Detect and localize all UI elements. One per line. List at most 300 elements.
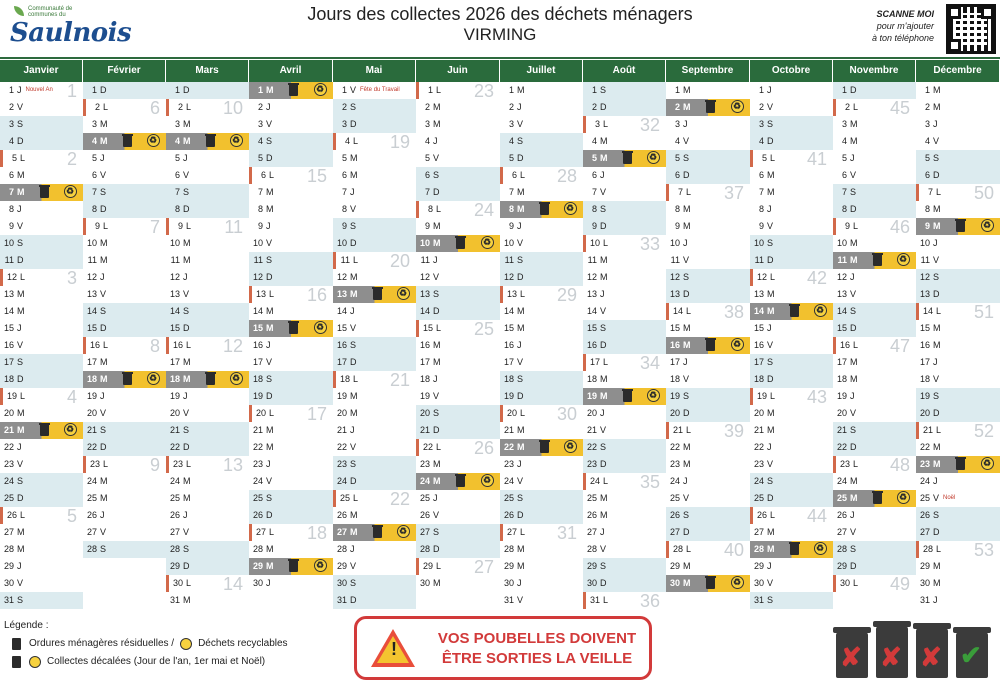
day-number: 6 xyxy=(674,170,680,180)
recycle-bag-icon xyxy=(564,202,577,215)
month-column xyxy=(249,60,333,611)
day-number: 29 xyxy=(336,561,347,571)
day-cell xyxy=(416,150,500,167)
day-cell xyxy=(249,456,333,473)
weekday-letter: V xyxy=(933,136,940,146)
weekday-letter: M xyxy=(266,85,274,95)
day-cell xyxy=(166,456,249,473)
day-number: 6 xyxy=(174,170,180,180)
day-cell xyxy=(500,133,583,150)
day-cell xyxy=(249,150,333,167)
day-number: 21 xyxy=(169,425,180,435)
recycle-bag-icon xyxy=(814,304,827,317)
weekday-letter: M xyxy=(350,289,358,299)
day-number: 12 xyxy=(586,272,597,282)
weekday-letter: S xyxy=(933,272,940,282)
day-cell xyxy=(833,405,916,422)
day-number: 21 xyxy=(586,425,597,435)
day-number: 13 xyxy=(506,289,517,299)
day-number: 22 xyxy=(836,442,847,452)
day-number: 31 xyxy=(336,595,347,605)
day-number: 8 xyxy=(508,204,514,214)
day-number: 8 xyxy=(591,204,597,214)
weekday-letter: D xyxy=(517,391,524,401)
weekday-letter: D xyxy=(850,561,857,571)
trash-bin-icon xyxy=(289,84,298,96)
day-cell xyxy=(500,201,583,218)
weekday-letter: J xyxy=(683,476,688,486)
day-cell xyxy=(333,507,416,524)
weekday-letter: M xyxy=(683,85,691,95)
day-cell xyxy=(249,269,333,286)
weekday-letter: M xyxy=(350,170,358,180)
day-number: 1 xyxy=(591,85,597,95)
day-number: 15 xyxy=(3,323,14,333)
weekday-letter: M xyxy=(350,272,358,282)
day-number: 18 xyxy=(503,374,514,384)
day-cell xyxy=(750,235,833,252)
day-cell xyxy=(750,524,833,541)
weekday-letter: S xyxy=(350,459,357,469)
weekday-letter: L xyxy=(269,170,275,180)
day-number: 18 xyxy=(339,374,350,384)
weekday-letter: J xyxy=(850,153,855,163)
day-cell xyxy=(916,184,1000,201)
day-number: 27 xyxy=(86,527,97,537)
weekday-letter: J xyxy=(183,391,188,401)
recycle-bag-icon xyxy=(814,542,827,555)
day-number: 1 xyxy=(91,85,97,95)
weekday-letter: J xyxy=(600,170,605,180)
week-number: 52 xyxy=(973,422,994,439)
day-cell xyxy=(0,218,83,235)
weekday-letter: V xyxy=(683,374,690,384)
day-number: 25 xyxy=(503,493,514,503)
day-number: 7 xyxy=(257,187,263,197)
weekday-letter: M xyxy=(933,561,941,571)
day-cell xyxy=(83,507,166,524)
week-number: 10 xyxy=(222,99,243,116)
weekday-letter: V xyxy=(266,119,273,129)
day-cell xyxy=(750,473,833,490)
day-cell xyxy=(416,133,500,150)
day-cell xyxy=(416,303,500,320)
day-number: 31 xyxy=(919,595,930,605)
weekday-letter: V xyxy=(517,476,524,486)
weekday-letter: M xyxy=(683,459,691,469)
weekday-letter: S xyxy=(850,544,857,554)
day-cell xyxy=(666,439,750,456)
weekday-letter: L xyxy=(436,204,442,214)
weekday-letter: D xyxy=(183,204,190,214)
day-cell xyxy=(333,320,416,337)
day-cell xyxy=(83,82,166,99)
weekday-letter: D xyxy=(850,204,857,214)
day-cell xyxy=(166,473,249,490)
bins-illustration xyxy=(822,612,994,682)
day-number: 27 xyxy=(169,527,180,537)
day-number: 5 xyxy=(761,153,767,163)
day-cell xyxy=(750,150,833,167)
day-cell xyxy=(0,82,83,99)
legend-decalees: Collectes décalées (Jour de l'an, 1er mai et Noël) xyxy=(47,656,266,667)
day-number: 13 xyxy=(169,289,180,299)
day-number: 13 xyxy=(336,289,347,299)
day-cell xyxy=(833,252,916,269)
day-cell xyxy=(916,133,1000,150)
day-cell xyxy=(500,82,583,99)
day-cell xyxy=(83,405,166,422)
day-number: 4 xyxy=(674,136,680,146)
day-cell xyxy=(500,575,583,592)
day-number: 8 xyxy=(674,204,680,214)
weekday-letter: M xyxy=(183,255,191,265)
day-cell xyxy=(0,303,83,320)
weekday-letter: L xyxy=(853,340,859,350)
day-number: 8 xyxy=(841,204,847,214)
day-number: 26 xyxy=(919,510,930,520)
weekday-letter: L xyxy=(20,272,26,282)
divider xyxy=(0,57,1000,59)
day-cell xyxy=(166,354,249,371)
day-cell xyxy=(416,575,500,592)
day-cell xyxy=(0,235,83,252)
weekday-letter: M xyxy=(933,221,941,231)
weekday-letter: S xyxy=(350,102,357,112)
day-cell xyxy=(0,592,83,609)
day-cell xyxy=(583,252,666,269)
day-number: 2 xyxy=(508,102,514,112)
day-cell xyxy=(666,575,750,592)
day-number: 11 xyxy=(4,255,14,265)
day-number: 2 xyxy=(844,102,850,112)
day-cell xyxy=(500,116,583,133)
weekday-letter: S xyxy=(683,510,690,520)
day-cell xyxy=(249,252,333,269)
day-cell xyxy=(750,405,833,422)
weekday-letter: D xyxy=(100,323,107,333)
day-cell xyxy=(0,371,83,388)
day-cell xyxy=(750,201,833,218)
qr-corner xyxy=(948,39,961,52)
day-number: 1 xyxy=(8,85,14,95)
weekday-letter: J xyxy=(683,119,688,129)
day-number: 1 xyxy=(924,85,930,95)
weekday-letter: S xyxy=(683,391,690,401)
qr-code[interactable] xyxy=(946,4,996,54)
month-header: Novembre xyxy=(833,60,916,82)
day-cell xyxy=(333,575,416,592)
day-cell xyxy=(416,507,500,524)
day-number: 28 xyxy=(586,544,597,554)
weekday-letter: M xyxy=(100,119,108,129)
month-column xyxy=(0,60,83,611)
weekday-letter: S xyxy=(183,425,190,435)
day-cell xyxy=(166,235,249,252)
day-cell xyxy=(333,388,416,405)
day-number: 12 xyxy=(919,272,930,282)
week-number: 7 xyxy=(149,218,160,235)
day-number: 30 xyxy=(172,578,183,588)
recycle-bag-icon xyxy=(981,219,994,232)
day-cell xyxy=(333,82,416,99)
day-number: 11 xyxy=(587,255,597,265)
day-number: 21 xyxy=(503,425,514,435)
day-cell xyxy=(500,388,583,405)
weekday-letter: D xyxy=(683,170,690,180)
day-number: 10 xyxy=(252,238,263,248)
day-number: 3 xyxy=(841,119,847,129)
day-cell xyxy=(916,116,1000,133)
weekday-letter: L xyxy=(353,136,359,146)
day-cell xyxy=(83,116,166,133)
day-cell xyxy=(583,167,666,184)
day-number: 20 xyxy=(336,408,347,418)
month-column xyxy=(166,60,249,611)
day-number: 2 xyxy=(591,102,597,112)
weekday-letter: V xyxy=(850,527,857,537)
day-cell xyxy=(83,303,166,320)
weekday-letter: J xyxy=(933,119,938,129)
weekday-letter: M xyxy=(183,374,191,384)
day-number: 20 xyxy=(86,408,97,418)
day-cell xyxy=(833,303,916,320)
day-number: 29 xyxy=(3,561,14,571)
month-header: Février xyxy=(83,60,166,82)
day-number: 14 xyxy=(753,306,764,316)
week-number: 8 xyxy=(149,337,160,354)
day-number: 9 xyxy=(924,221,930,231)
day-cell xyxy=(166,320,249,337)
weekday-letter: V xyxy=(767,578,774,588)
day-number: 28 xyxy=(672,544,683,554)
day-number: 3 xyxy=(674,119,680,129)
weekday-letter: V xyxy=(100,408,107,418)
day-number: 15 xyxy=(586,323,597,333)
weekday-letter: J xyxy=(266,102,271,112)
weekday-letter: V xyxy=(517,238,524,248)
weekday-letter: V xyxy=(600,187,607,197)
day-number: 29 xyxy=(422,561,433,571)
day-cell xyxy=(583,269,666,286)
day-cell xyxy=(500,184,583,201)
day-cell xyxy=(249,388,333,405)
day-cell xyxy=(83,490,166,507)
day-number: 19 xyxy=(6,391,17,401)
trash-bin-icon xyxy=(206,373,215,385)
day-number: 7 xyxy=(174,187,180,197)
day-number: 31 xyxy=(169,595,180,605)
weekday-letter: V xyxy=(933,493,940,503)
weekday-letter: V xyxy=(17,459,24,469)
day-number: 20 xyxy=(586,408,597,418)
day-cell xyxy=(416,320,500,337)
day-cell xyxy=(416,99,500,116)
weekday-letter: M xyxy=(767,527,775,537)
weekday-letter: V xyxy=(350,442,357,452)
weekday-letter: S xyxy=(17,238,24,248)
day-cell xyxy=(750,133,833,150)
recycle-bag-icon xyxy=(897,491,910,504)
weekday-letter: S xyxy=(266,493,273,503)
logo-subtitle: Communauté de communes du xyxy=(28,6,73,18)
day-number: 7 xyxy=(677,187,683,197)
day-number: 6 xyxy=(91,170,97,180)
weekday-letter: L xyxy=(103,221,109,231)
day-cell xyxy=(666,558,750,575)
day-number: 4 xyxy=(424,136,430,146)
trash-bin-icon xyxy=(956,458,965,470)
weekday-letter: M xyxy=(517,425,525,435)
weekday-letter: M xyxy=(100,493,108,503)
day-cell xyxy=(500,218,583,235)
day-cell xyxy=(666,337,750,354)
weekday-letter: M xyxy=(266,561,274,571)
day-number: 21 xyxy=(836,425,847,435)
day-number: 18 xyxy=(669,374,680,384)
exclamation-icon: ! xyxy=(391,639,397,659)
day-cell xyxy=(0,524,83,541)
day-number: 11 xyxy=(253,255,263,265)
trash-bin-icon xyxy=(790,543,799,555)
week-number: 9 xyxy=(149,456,160,473)
weekday-letter: J xyxy=(933,595,938,605)
day-cell xyxy=(249,490,333,507)
day-cell xyxy=(83,167,166,184)
day-number: 22 xyxy=(169,442,180,452)
day-cell xyxy=(0,99,83,116)
day-number: 28 xyxy=(503,544,514,554)
trash-bin-icon xyxy=(456,237,465,249)
weekday-letter: M xyxy=(433,221,441,231)
day-number: 25 xyxy=(669,493,680,503)
weekday-letter: D xyxy=(933,527,940,537)
day-cell xyxy=(583,99,666,116)
day-number: 17 xyxy=(836,357,847,367)
day-number: 29 xyxy=(836,561,847,571)
day-number: 5 xyxy=(174,153,180,163)
month-header: Août xyxy=(583,60,666,82)
day-number: 13 xyxy=(919,289,930,299)
day-number: 6 xyxy=(591,170,597,180)
day-cell xyxy=(583,524,666,541)
day-cell xyxy=(500,286,583,303)
weekday-letter: J xyxy=(183,272,188,282)
day-number: 11 xyxy=(920,255,930,265)
weekday-letter: S xyxy=(266,255,273,265)
week-number: 29 xyxy=(556,286,577,303)
weekday-letter: D xyxy=(266,153,273,163)
weekday-letter: S xyxy=(100,187,107,197)
day-number: 12 xyxy=(503,272,514,282)
day-cell xyxy=(833,99,916,116)
day-cell xyxy=(916,592,1000,609)
weekday-letter: V xyxy=(767,221,774,231)
weekday-letter: D xyxy=(850,442,857,452)
week-number: 30 xyxy=(556,405,577,422)
weekday-letter: V xyxy=(433,391,440,401)
day-number: 3 xyxy=(758,119,764,129)
day-number: 16 xyxy=(839,340,850,350)
weekday-letter: M xyxy=(17,527,25,537)
weekday-letter: M xyxy=(600,255,608,265)
weekday-letter: M xyxy=(183,357,191,367)
weekday-letter: V xyxy=(850,289,857,299)
day-number: 1 xyxy=(758,85,764,95)
day-number: 20 xyxy=(419,408,430,418)
weekday-letter: J xyxy=(17,204,22,214)
day-number: 14 xyxy=(169,306,180,316)
weekday-letter: M xyxy=(350,510,358,520)
month-header: Septembre xyxy=(666,60,750,82)
weekday-letter: L xyxy=(853,578,859,588)
day-number: 23 xyxy=(669,459,680,469)
weekday-letter: S xyxy=(100,425,107,435)
day-number: 13 xyxy=(255,289,266,299)
day-cell xyxy=(750,592,833,609)
day-cell xyxy=(249,575,333,592)
day-number: 10 xyxy=(86,238,97,248)
day-number: 7 xyxy=(91,187,97,197)
weekday-letter: D xyxy=(517,510,524,520)
weekday-letter: V xyxy=(517,119,524,129)
weekday-letter: L xyxy=(436,561,442,571)
weekday-letter: M xyxy=(683,578,691,588)
day-number: 4 xyxy=(174,136,180,146)
weekday-letter: J xyxy=(767,323,772,333)
day-cell xyxy=(333,133,416,150)
day-cell xyxy=(249,286,333,303)
day-cell xyxy=(416,439,500,456)
day-number: 28 xyxy=(753,544,764,554)
weekday-letter: L xyxy=(436,85,442,95)
day-cell xyxy=(249,524,333,541)
day-number: 21 xyxy=(252,425,263,435)
day-cell xyxy=(666,252,750,269)
day-cell xyxy=(333,405,416,422)
weekday-letter: M xyxy=(517,442,525,452)
day-number: 22 xyxy=(422,442,433,452)
weekday-letter: S xyxy=(17,595,24,605)
day-number: 14 xyxy=(252,306,263,316)
day-number: 14 xyxy=(586,306,597,316)
weekday-letter: J xyxy=(933,357,938,367)
day-cell xyxy=(166,405,249,422)
day-cell xyxy=(166,575,249,592)
weekday-letter: M xyxy=(350,153,358,163)
day-cell xyxy=(333,592,416,609)
weekday-letter: L xyxy=(269,527,275,537)
weekday-letter: L xyxy=(603,595,609,605)
weekday-letter: M xyxy=(767,544,775,554)
day-cell xyxy=(0,252,83,269)
day-cell xyxy=(83,371,166,388)
weekday-letter: S xyxy=(433,289,440,299)
day-cell xyxy=(750,439,833,456)
day-cell xyxy=(583,541,666,558)
day-number: 5 xyxy=(841,153,847,163)
weekday-letter: V xyxy=(933,255,940,265)
weekday-letter: D xyxy=(433,306,440,316)
weekday-letter: M xyxy=(183,595,191,605)
weekday-letter: M xyxy=(767,187,775,197)
weekday-letter: S xyxy=(683,153,690,163)
day-number: 23 xyxy=(419,459,430,469)
weekday-letter: L xyxy=(603,357,609,367)
day-cell xyxy=(583,592,666,609)
day-number: 23 xyxy=(172,459,183,469)
day-number: 10 xyxy=(3,238,14,248)
